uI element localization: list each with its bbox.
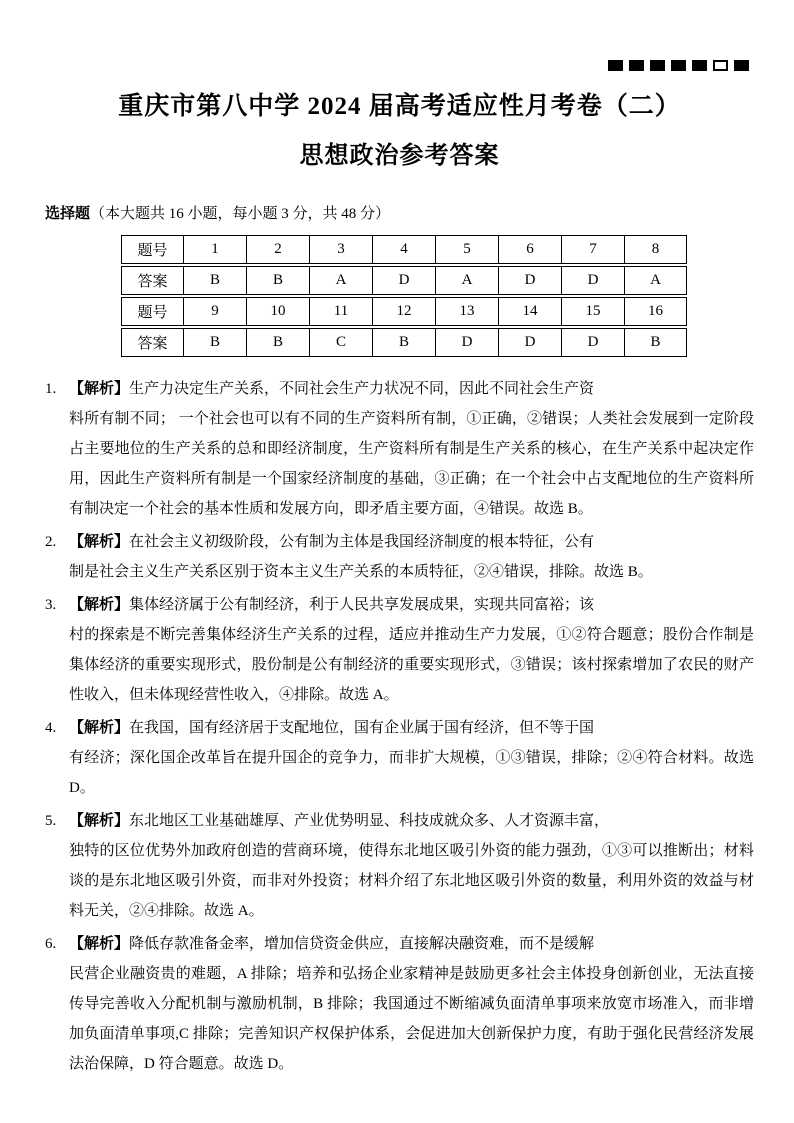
table-row [121,266,687,295]
answer-cell: A [624,266,687,295]
section-note: （本大题共 16 小题，每小题 3 分，共 48 分） [90,206,391,222]
explanation-list [45,374,754,1079]
answer-cell: D [372,266,435,295]
item-content [69,374,754,524]
item-content [69,590,754,710]
question-number-cell: 8 [624,235,687,264]
item-number: 5. [45,813,57,829]
item-first-line [69,527,754,557]
question-number-cell: 4 [372,235,435,264]
analysis-tag: 【解析】 [69,813,130,829]
item-first-text: 在我国，国有经济居于支配地位，国有企业属于国有经济，但不等于国 [129,720,595,736]
answer-cell: D [561,328,624,357]
item-body-text: 制是社会主义生产关系区别于资本主义生产关系的本质特征，②④错误，排除。故选 B。 [69,564,653,580]
explanation-item-1 [45,374,754,524]
item-content [69,527,754,587]
answer-cell: B [246,328,309,357]
item-first-text: 降低存款准备金率，增加信贷资金供应，直接解决融资难，而不是缓解 [129,936,595,952]
question-number-cell: 14 [498,297,561,326]
section-heading [45,204,754,224]
answer-cell: A [309,266,372,295]
corner-square [608,60,623,71]
question-number-cell: 6 [498,235,561,264]
analysis-tag: 【解析】 [69,720,130,736]
item-content [69,806,754,926]
row-header-cell: 题号 [121,297,183,326]
page-title: 重庆市第八中学 2024 届高考适应性月考卷（二） [118,93,681,120]
explanation-item-2 [45,527,754,587]
question-number-cell: 1 [183,235,246,264]
item-first-text: 在社会主义初级阶段，公有制为主体是我国经济制度的根本特征，公有 [129,534,595,550]
corner-square [650,60,665,71]
section-label: 选择题 [45,206,91,222]
corner-mark-row [45,60,749,72]
item-first-line [69,713,754,743]
question-number-cell: 9 [183,297,246,326]
question-number-cell: 16 [624,297,687,326]
explanation-item-3 [45,590,754,710]
answer-cell: A [435,266,498,295]
item-first-line [69,374,754,404]
item-number: 2. [45,534,57,550]
question-number-cell: 13 [435,297,498,326]
answer-cell: B [183,266,246,295]
item-first-line [69,929,754,959]
item-first-line [69,590,754,620]
item-number: 1. [45,381,57,397]
corner-square [692,60,707,71]
question-number-cell: 11 [309,297,372,326]
item-body-text: 料所有制不同； 一个社会也可以有不同的生产资料所有制，①正确，②错误；人类社会发展到一定阶段占主要地位的生产关系的总和即经济制度，生产资料所有制是生产关系的核心，在生产关系中起决定作用，因此生产资料所有制是一个国家经济制度的基础，③正确；在一个社会中占支配地位的生产资料所有制决定一个社会的基本性质和发展方向，即矛盾主要方面，④错误。故选 B。 [69,411,754,517]
item-number: 6. [45,936,57,952]
explanation-item-6 [45,929,754,1079]
item-first-text: 集体经济属于公有制经济，利于人民共享发展成果，实现共同富裕；该 [129,597,595,613]
item-first-text: 生产力决定生产关系，不同社会生产力状况不同，因此不同社会生产资 [129,381,595,397]
question-number-cell: 3 [309,235,372,264]
explanation-item-4 [45,713,754,803]
question-number-cell: 10 [246,297,309,326]
item-number: 4. [45,720,57,736]
row-header-cell: 答案 [121,266,183,295]
answer-cell: B [246,266,309,295]
item-body-text: 独特的区位优势外加政府创造的营商环境，使得东北地区吸引外资的能力强劲，①③可以推断出；材料谈的是东北地区吸引外资，而非对外投资；材料介绍了东北地区吸引外资的数量，利用外资的效益与材料无关，②④排除。故选 A。 [69,843,754,919]
answer-cell: D [498,328,561,357]
page-subtitle: 思想政治参考答案 [299,143,500,169]
answer-cell: D [561,266,624,295]
answer-table [121,233,687,359]
question-number-cell: 12 [372,297,435,326]
table-row [121,328,687,357]
table-row [121,235,687,264]
item-content [69,929,754,1079]
item-body-text: 民营企业融资贵的难题，A 排除；培养和弘扬企业家精神是鼓励更多社会主体投身创新创业，无法直接传导完善收入分配机制与激励机制，B 排除；我国通过不断缩减负面清单事项来放宽市场准入，而非增加负面清单事项,C 排除；完善知识产权保护体系，会促进加大创新保护力度，有助于强化民营经济发展法治保障，D 符合题意。故选 D。 [69,966,754,1072]
analysis-tag: 【解析】 [69,597,130,613]
answer-cell: C [309,328,372,357]
item-first-text: 东北地区工业基础雄厚、产业优势明显、科技成就众多、人才资源丰富， [129,813,610,829]
row-header-cell: 答案 [121,328,183,357]
answer-cell: D [435,328,498,357]
analysis-tag: 【解析】 [69,381,130,397]
question-number-cell: 7 [561,235,624,264]
item-first-line [69,806,754,836]
answer-cell: B [183,328,246,357]
answer-cell: D [498,266,561,295]
item-number: 3. [45,597,57,613]
analysis-tag: 【解析】 [69,936,130,952]
question-number-cell: 15 [561,297,624,326]
question-number-cell: 5 [435,235,498,264]
table-row [121,297,687,326]
item-content [69,713,754,803]
item-body-text: 村的探索是不断完善集体经济生产关系的过程，适应并推动生产力发展，①②符合题意；股份合作制是集体经济的重要实现形式，股份制是公有制经济的重要实现形式，③错误；该村探索增加了农民的财产性收入，但未体现经营性收入，④排除。故选 A。 [69,627,754,703]
explanation-item-5 [45,806,754,926]
corner-square [734,60,749,71]
answer-cell: B [624,328,687,357]
item-body-text: 有经济；深化国企改革旨在提升国企的竞争力，而非扩大规模，①③错误，排除；②④符合材料。故选 D。 [69,750,754,796]
answer-cell: B [372,328,435,357]
analysis-tag: 【解析】 [69,534,130,550]
corner-square [713,60,728,71]
question-number-cell: 2 [246,235,309,264]
row-header-cell: 题号 [121,235,183,264]
corner-square [671,60,686,71]
corner-square [629,60,644,71]
